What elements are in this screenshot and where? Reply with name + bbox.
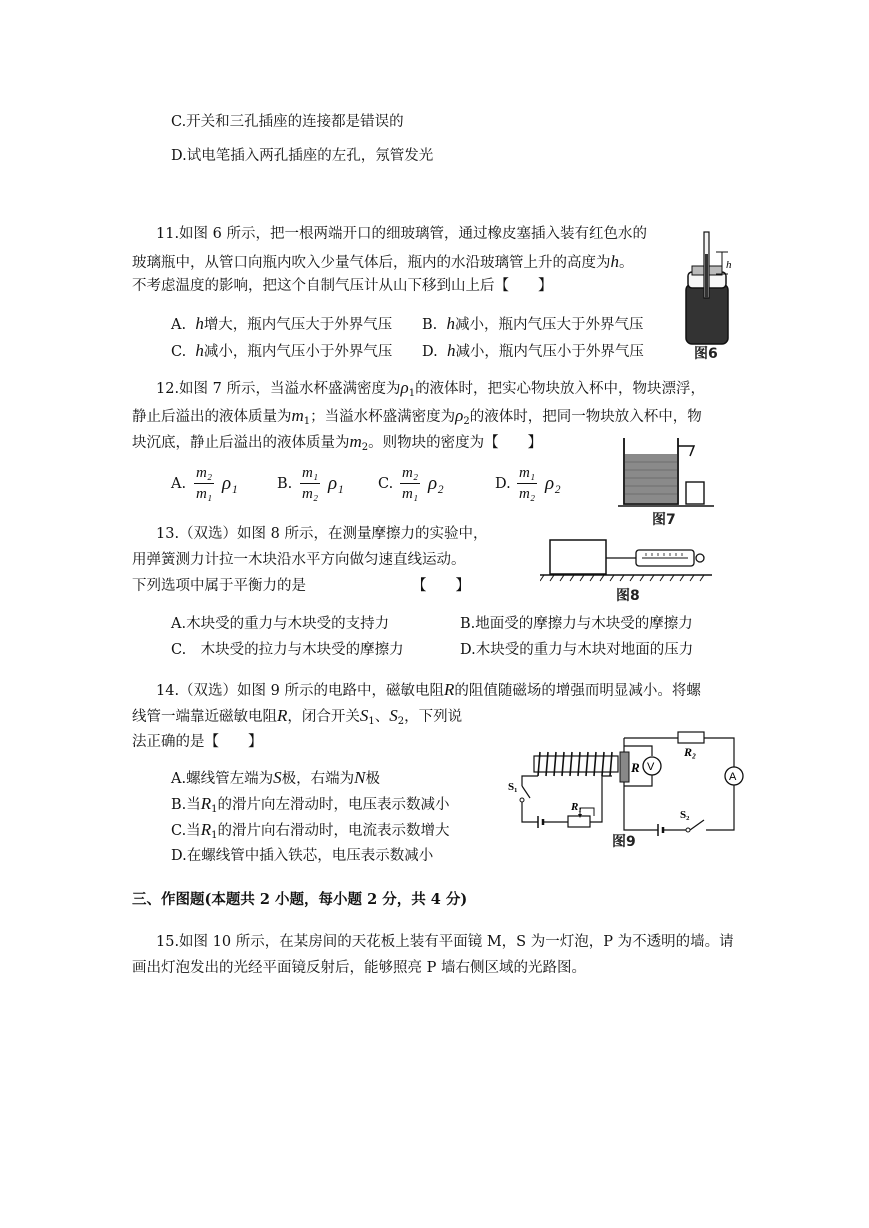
q13-option-a: A.木块受的重力与木块受的支持力 [171, 616, 390, 632]
figure-8-friction-setup [540, 532, 712, 604]
q10-option-d: D.试电笔插入两孔插座的左孔，氖管发光 [171, 148, 434, 164]
q12-line-1: 12.如图 7 所示，当溢水杯盛满密度为$\rho_1$的液体时，把实心物块放入杯中，物块漂浮， [156, 378, 706, 399]
q14-line-2: 线管一端靠近磁敏电阻R，闭合开关$S_1$、$S_2$，下列说 [132, 706, 463, 727]
q12-option-a-rho: ρ₁ [222, 473, 238, 494]
q12-option-c-rho: ρ₂ [428, 473, 444, 494]
q10-option-c: C.开关和三孔插座的连接都是错误的 [171, 114, 404, 130]
q13-line-1: 13.（双选）如图 8 所示，在测量摩擦力的实验中， [156, 526, 488, 542]
figure-9-s2-label: S₂ [680, 809, 690, 821]
q12-option-d-label: D. [495, 476, 511, 492]
figure-8-caption: 图8 [616, 588, 640, 604]
figure-9-r-label: R [631, 760, 640, 775]
q14-option-d: D.在螺线管中插入铁芯，电压表示数减小 [171, 848, 434, 864]
q11-line-1: 11.如图 6 所示，把一根两端开口的细玻璃管，通过橡皮塞插入装有红色水的 [156, 226, 648, 242]
q14-line-1: 14.（双选）如图 9 所示的电路中，磁敏电阻R的阻值随磁场的增强而明显减小。将螺 [156, 680, 701, 699]
q11-option-d: D. h减小，瓶内气压小于外界气压 [422, 341, 644, 360]
q12-option-a-fraction: $\frac{\text{m₂}}{\text{m₁}}$ [196, 465, 213, 502]
figure-9-ammeter-label: A [729, 771, 737, 783]
q14-option-b: B.当$R_1$的滑片向左滑动时，电压表示数减小 [171, 794, 450, 815]
section-3-heading: 三、作图题(本题共 2 小题，每小题 2 分，共 4 分) [132, 891, 468, 908]
figure-6-barometer [676, 226, 746, 360]
q11-option-c: C. h减小，瓶内气压小于外界气压 [171, 341, 393, 360]
figure-9-r2-label: R₂ [684, 745, 697, 759]
q12-option-b-label: B. [277, 476, 293, 492]
q13-option-c: C. 木块受的拉力与木块受的摩擦力 [171, 642, 404, 658]
q13-option-b: B.地面受的摩擦力与木块受的摩擦力 [460, 616, 693, 632]
q13-line-3: 下列选项中属于平衡力的是 [132, 578, 306, 594]
q12-option-c-fraction: $\frac{\text{m₂}}{\text{m₁}}$ [402, 465, 419, 502]
q13-answer-bracket: 【 】 [412, 578, 470, 594]
q12-option-d-rho: ρ₂ [545, 473, 561, 494]
q12-option-a-label: A. [171, 476, 187, 492]
figure-9-s1-label: S₁ [508, 781, 518, 793]
q14-option-c: C.当$R_1$的滑片向右滑动时，电流表示数增大 [171, 820, 450, 841]
q12-option-b-rho: ρ₁ [328, 473, 344, 494]
q14-line-3: 法正确的是【 】 [132, 734, 263, 750]
q11-line-3: 不考虑温度的影响，把这个自制气压计从山下移到山上后【 】 [132, 278, 553, 294]
q12-option-c-label: C. [378, 476, 394, 492]
figure-9-circuit [508, 724, 746, 850]
figure-6-h-label: h [726, 259, 732, 271]
q12-option-b-fraction: $\frac{\text{m₁}}{\text{m₂}}$ [302, 465, 319, 502]
q12-line-3: 块沉底，静止后溢出的液体质量为$m_2$。则物块的密度为【 】 [132, 432, 543, 453]
figure-6-caption: 图6 [694, 346, 718, 360]
q15-line-1: 15.如图 10 所示，在某房间的天花板上装有平面镜 M，S 为一灯泡，P 为不透明的墙。请 [156, 934, 734, 950]
q14-option-a: A.螺线管左端为S极，右端为N极 [171, 768, 380, 787]
q13-option-d: D.木块受的重力与木块对地面的压力 [460, 642, 694, 658]
q11-line-2: 玻璃瓶中，从管口向瓶内吹入少量气体后，瓶内的水沿玻璃管上升的高度为h。 [132, 252, 634, 271]
figure-9-r1-label: R₁ [571, 801, 583, 813]
figure-9-voltmeter-label: V [647, 761, 655, 773]
q11-option-a: A. h增大，瓶内气压大于外界气压 [171, 314, 393, 333]
q12-option-d-fraction: $\frac{\text{m₁}}{\text{m₂}}$ [519, 465, 536, 502]
figure-7-caption: 图7 [652, 512, 676, 528]
q13-line-2: 用弹簧测力计拉一木块沿水平方向做匀速直线运动。 [132, 552, 466, 568]
figure-7-overflow-cup [618, 432, 718, 528]
q11-option-b: B. h减小，瓶内气压大于外界气压 [422, 314, 644, 333]
q15-line-2: 画出灯泡发出的光经平面镜反射后，能够照亮 P 墙右侧区域的光路图。 [132, 960, 586, 976]
figure-9-caption: 图9 [612, 834, 636, 850]
q12-line-2: 静止后溢出的液体质量为$m_1$；当溢水杯盛满密度为$\rho_2$的液体时，把同一物块放入杯中，物 [132, 406, 702, 427]
